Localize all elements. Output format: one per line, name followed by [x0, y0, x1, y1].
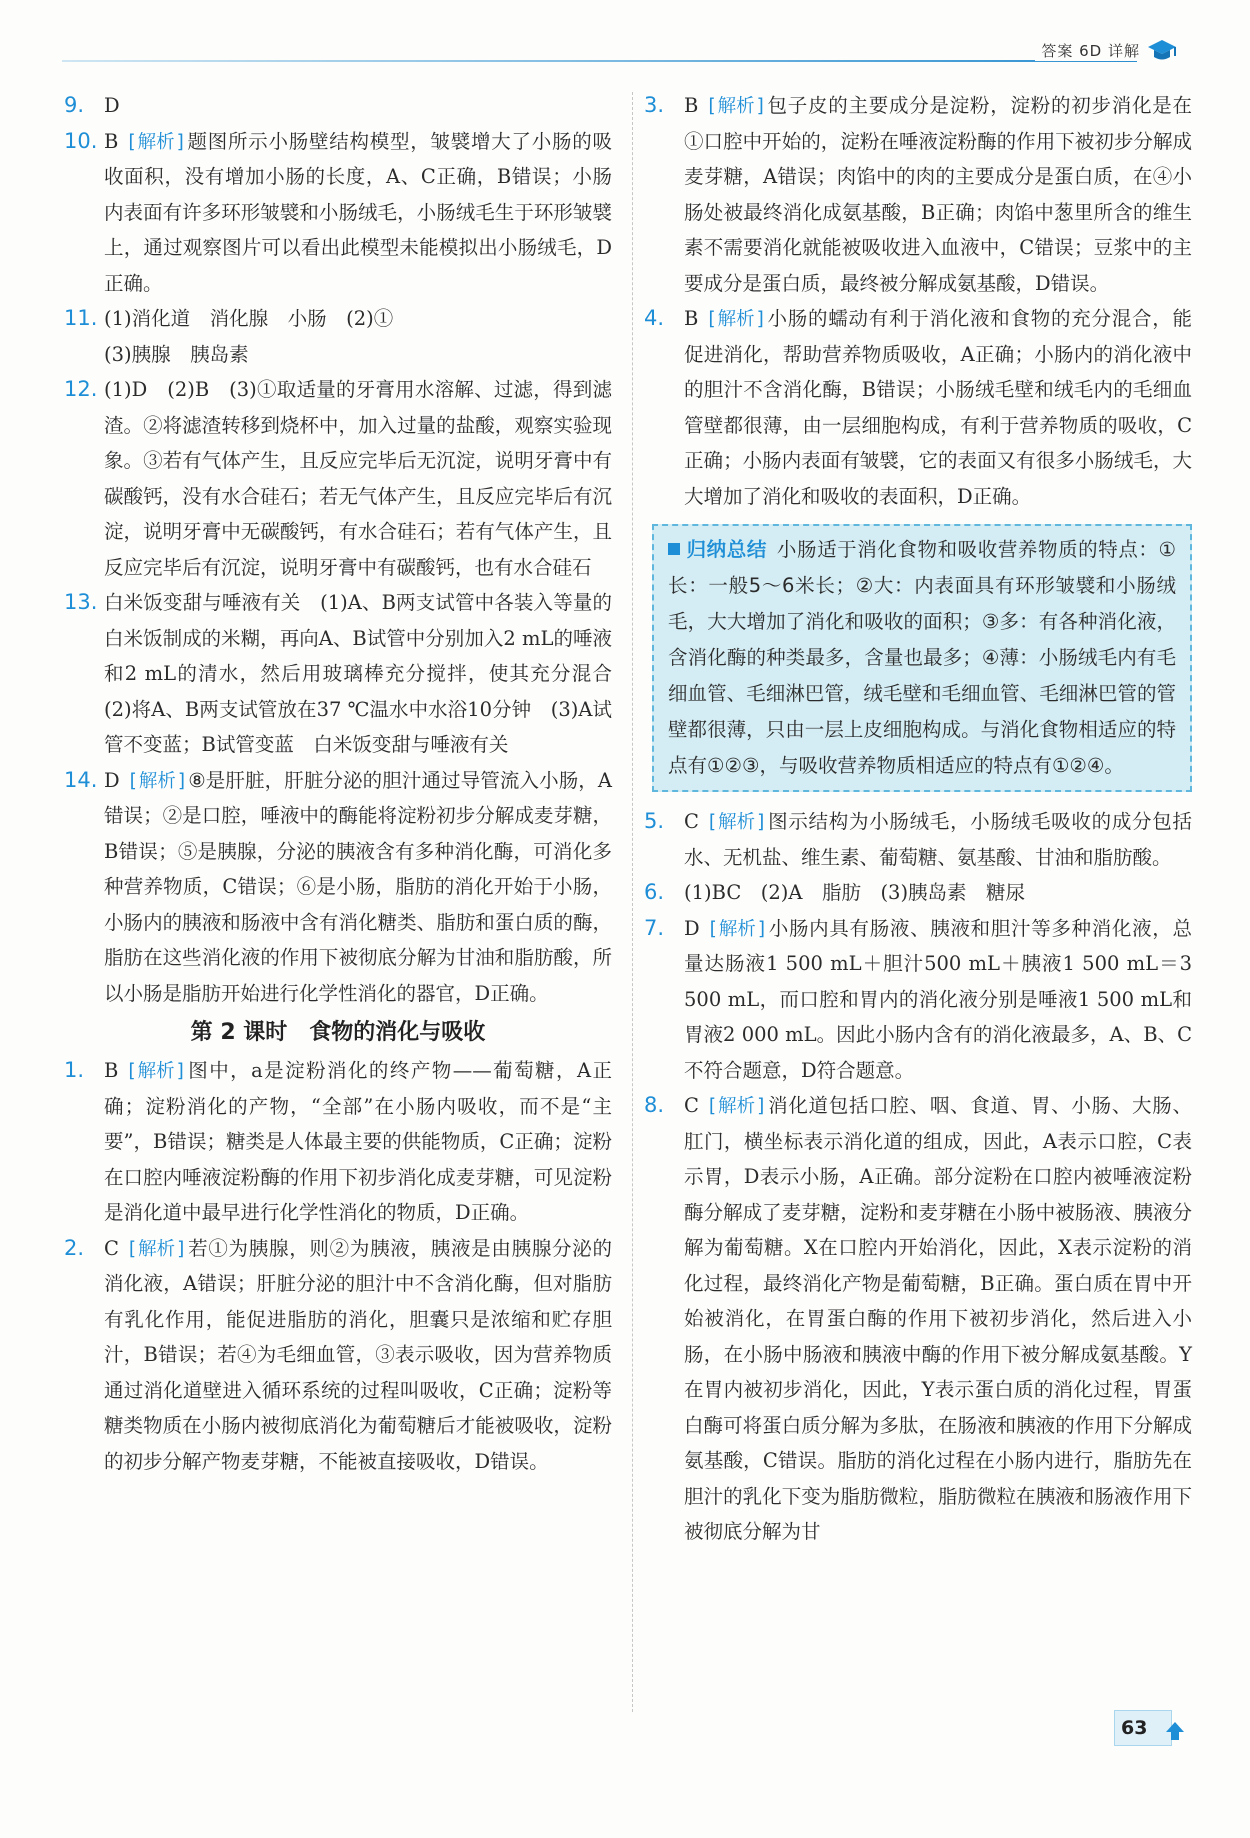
left-column	[64, 88, 632, 1479]
answer-explanation: 图示结构为小肠绒毛，小肠绒毛吸收的成分包括水、无机盐、维生素、葡萄糖、氨基酸、甘油和脂肪酸。	[684, 810, 1192, 869]
question-number: 3.	[644, 93, 665, 117]
summary-box	[652, 524, 1192, 792]
answer-choice: B	[104, 129, 119, 153]
header-title: 答案 6D 详解	[1035, 40, 1140, 61]
graduation-cap-icon	[1146, 36, 1178, 66]
answer-choice: D	[104, 94, 120, 117]
analysis-tag: [ 解析 ]	[710, 919, 765, 941]
answer-choice: D	[104, 768, 120, 792]
answer-choice: 白米饭变甜与唾液有关 (1)A、B两支试管中各装入等量的白米饭制成的米糊，再向A、B试管中分别加入2 mL的唾液和2 mL的清水，然后用玻璃棒充分搅拌，使其充分混合 (2)将A、B两支试管放在37 ℃温水中水浴10分钟 (3)A试管不变蓝；B试管变蓝 白米饭变甜与唾液有关	[104, 591, 632, 756]
question-number: 10.	[64, 128, 98, 153]
analysis-tag: [ 解析 ]	[709, 1096, 764, 1118]
arrow-up-icon	[1164, 1720, 1186, 1742]
question-number: 2.	[64, 1235, 85, 1260]
question-number: 6.	[644, 880, 665, 904]
column-divider	[632, 92, 633, 1712]
answer-item	[644, 911, 1192, 1089]
answer-item	[64, 301, 612, 372]
answer-explanation: 小肠内具有肠液、胰液和胆汁等多种消化液，总量达肠液1 500 mL＋胆汁500 mL＋胰液1 500 mL＝3 500 mL，而口腔和胃内的消化液分别是唾液1 500 mL和胃液2 000 mL。因此小肠内含有的消化液最多，A、B、C不符合题意，D符合题意。	[684, 916, 1192, 1082]
answer-choice: C	[684, 1094, 699, 1117]
answer-item	[64, 88, 612, 124]
answer-explanation: 包子皮的主要成分是淀粉，淀粉的初步消化是在①口腔中开始的，淀粉在唾液淀粉酶的作用下被初步分解成麦芽糖，A错误；肉馅中的肉的主要成分是蛋白质，在④小肠处被最终消化成氨基酸，B正确；肉馅中葱里所含的维生素不需要消化就能被吸收进入血液中，C错误；豆浆中的主要成分是蛋白质，最终被分解成氨基酸，D错误。	[684, 94, 1192, 295]
answer-choice: C	[684, 810, 699, 833]
question-number: 4.	[644, 306, 665, 330]
answer-choice: C	[104, 1236, 119, 1260]
answer-item	[64, 124, 612, 302]
analysis-tag: [ 解析 ]	[709, 812, 764, 834]
question-number: 8.	[644, 1093, 665, 1117]
question-number: 9.	[64, 93, 85, 117]
summary-title: 归纳总结	[668, 538, 767, 561]
answer-explanation: 图中，a是淀粉消化的终产物——葡萄糖，A正确；淀粉消化的产物，“全部”在小肠内吸收，而不是“主要”，B错误；糖类是人体最主要的供能物质，C正确；淀粉在口腔内唾液淀粉酶的作用下初步消化成麦芽糖，可见淀粉是消化道中最早进行化学性消化的物质，D正确。	[104, 1059, 612, 1224]
answer-item	[644, 804, 1192, 875]
question-number: 11.	[64, 306, 98, 330]
analysis-tag: [ 解析 ]	[708, 309, 763, 331]
question-number: 1.	[64, 1058, 85, 1082]
answer-choice: (1)消化道 消化腺 小肠 (2)①	[104, 307, 394, 330]
question-number: 13.	[64, 590, 98, 614]
answer-item	[64, 372, 612, 585]
answer-item	[644, 301, 1192, 514]
page-number: 63	[1114, 1710, 1172, 1746]
answer-explanation: 若①为胰腺，则②为胰液，胰液是由胰腺分泌的消化液，A错误；肝脏分泌的胆汁中不含消化酶，但对脂肪有乳化作用，能促进脂肪的消化，胆囊只是浓缩和贮存胆汁，B错误；若④为毛细血管，③表示吸收，因为营养物质通过消化道壁进入循环系统的过程叫吸收，C正确；淀粉等糖类物质在小肠内被彻底消化为葡萄糖后才能被吸收，淀粉的初步分解产物麦芽糖，不能被直接吸收，D错误。	[104, 1236, 612, 1473]
question-number: 5.	[644, 809, 665, 833]
analysis-tag: [ 解析 ]	[129, 1239, 184, 1261]
answer-item	[644, 88, 1192, 301]
answer-choice: (1)D (2)B (3)①取适量的牙膏用水溶解、过滤，得到滤渣。②将滤渣转移到烧杯中，加入过量的盐酸，观察实验现象。③若有气体产生，且反应完毕后无沉淀，说明牙膏中有碳酸钙，没有水合硅石；若无气体产生，且反应完毕后有沉淀，说明牙膏中无碳酸钙，有水合硅石；若有气体产生，且反应完毕后有沉淀，说明牙膏中有碳酸钙，也有水合硅石	[104, 378, 612, 579]
answer-choice: B	[684, 307, 699, 330]
analysis-tag: [ 解析 ]	[708, 96, 763, 118]
answer-item	[64, 585, 632, 763]
analysis-tag: [ 解析 ]	[128, 1061, 183, 1083]
answer-explanation: 消化道包括口腔、咽、食道、胃、小肠、大肠、肛门，横坐标表示消化道的组成，因此，A表示口腔，C表示胃，D表示小肠，A正确。部分淀粉在口腔内被唾液淀粉酶分解成了麦芽糖，淀粉和麦芽糖在小肠中被肠液、胰液分解为葡萄糖。X在口腔内开始消化，因此，X表示淀粉的消化过程，最终消化产物是葡萄糖，B正确。蛋白质在胃中开始被消化，在胃蛋白酶的作用下被初步消化，然后进入小肠，在小肠中肠液和胰液中酶的作用下被分解成氨基酸。Y在胃内被初步消化，因此，Y表示蛋白质的消化过程，胃蛋白酶可将蛋白质分解为多肽，在肠液和胰液的作用下分解成氨基酸，C错误。脂肪的消化过程在小肠内进行，脂肪先在胆汁的乳化下变为脂肪微粒，脂肪微粒在胰液和肠液作用下被彻底分解为甘	[684, 1094, 1192, 1543]
analysis-tag: [ 解析 ]	[130, 771, 185, 793]
answer-choice: D	[684, 916, 700, 940]
right-column	[644, 88, 1192, 1550]
summary-text: 小肠适于消化食物和吸收营养物质的特点：①长：一般5～6米长；②大：内表面具有环形皱襞和小肠绒毛，大大增加了消化和吸收的面积；③多：有各种消化液，含消化酶的种类最多，含量也最多；④薄：小肠绒毛内有毛细血管、毛细淋巴管，绒毛壁和毛细血管、毛细淋巴管的管壁都很薄，只由一层上皮细胞构成。与消化食物相适应的特点有①②③，与吸收营养物质相适应的特点有①②④。	[668, 538, 1176, 777]
answer-item	[644, 875, 1192, 911]
lesson-title: 第 2 课时 食物的消化与吸收	[190, 1020, 486, 1045]
answer-choice: B	[684, 94, 699, 117]
answer-item	[64, 1053, 612, 1231]
answer-item	[644, 1088, 1192, 1550]
answer-choice: (1)BC (2)A 脂肪 (3)胰岛素 糖尿	[684, 881, 1026, 904]
answer-choice: B	[104, 1059, 119, 1082]
answer-explanation: 题图所示小肠壁结构模型，皱襞增大了小肠的吸收面积，没有增加小肠的长度，A、C正确，B错误；小肠内表面有许多环形皱襞和小肠绒毛，小肠绒毛生于环形皱襞上，通过观察图片可以看出此模型未能模拟出小肠绒毛，D正确。	[104, 129, 612, 295]
question-number: 7.	[644, 915, 665, 940]
answer-explanation: ⑧是肝脏，肝脏分泌的胆汁通过导管流入小肠，A错误；②是口腔，唾液中的酶能将淀粉初步分解成麦芽糖，B错误；⑤是胰腺，分泌的胰液含有多种消化酶，可消化多种营养物质，C错误；⑥是小肠，脂肪的消化开始于小肠，小肠内的胰液和肠液中含有消化糖类、脂肪和蛋白质的酶，脂肪在这些消化液的作用下被彻底分解为甘油和脂肪酸，所以小肠是脂肪开始进行化学性消化的器官，D正确。	[104, 768, 612, 1005]
question-number: 14.	[64, 767, 98, 792]
header-rule	[62, 60, 1137, 62]
answer-item	[64, 1231, 612, 1480]
answer-explanation: (3)胰腺 胰岛素	[104, 342, 249, 366]
answer-item	[64, 763, 612, 1012]
analysis-tag: [ 解析 ]	[128, 132, 183, 154]
answer-explanation: 小肠的蠕动有利于消化液和食物的充分混合，能促进消化，帮助营养物质吸收，A正确；小肠内的消化液中的胆汁不含消化酶，B错误；小肠绒毛壁和绒毛内的毛细血管壁都很薄，由一层细胞构成，有利于营养物质的吸收，C正确；小肠内表面有皱襞，它的表面又有很多小肠绒毛，大大增加了消化和吸收的表面积，D正确。	[684, 307, 1192, 508]
question-number: 12.	[64, 377, 98, 401]
